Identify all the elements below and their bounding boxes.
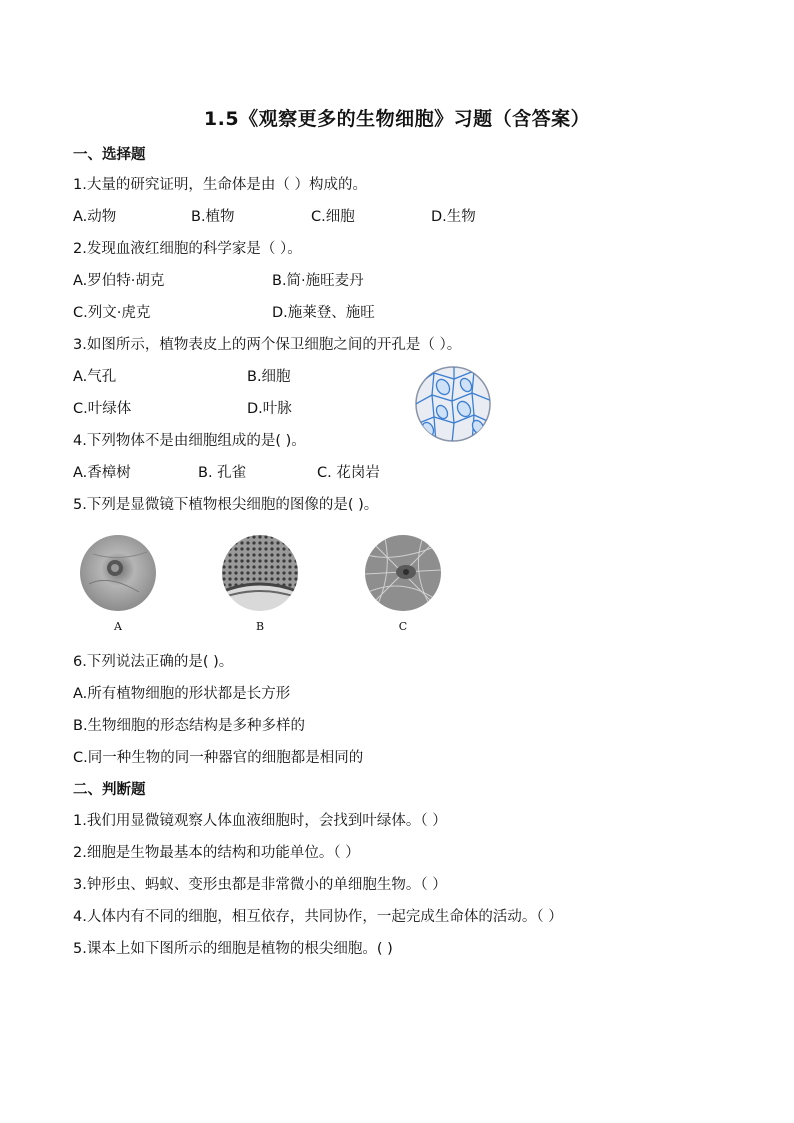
page-title: 1.5《观察更多的生物细胞》习题（含答案） bbox=[203, 108, 591, 130]
q2-option-a: A.罗伯特·胡克 bbox=[73, 273, 165, 289]
stomata-micrograph-image bbox=[414, 365, 492, 443]
q4-option-c: C. 花岗岩 bbox=[317, 465, 380, 481]
q4-option-a: A.香樟树 bbox=[73, 465, 131, 481]
judge-question-4: 4.人体内有不同的细胞，相互依存，共同协作，一起完成生命体的活动。（ ） bbox=[73, 909, 563, 925]
q1-option-c: C.细胞 bbox=[311, 209, 355, 225]
q3-option-c: C.叶绿体 bbox=[73, 401, 132, 417]
micrograph-c-image bbox=[364, 534, 442, 612]
q3-option-a: A.气孔 bbox=[73, 369, 117, 385]
q2-option-b: B.简·施旺麦丹 bbox=[272, 273, 364, 289]
judge-question-2: 2.细胞是生物最基本的结构和功能单位。（ ） bbox=[73, 845, 360, 861]
micrograph-c-label: C bbox=[398, 620, 408, 633]
q6-option-b: B.生物细胞的形态结构是多种多样的 bbox=[73, 718, 306, 734]
question-4: 4.下列物体不是由细胞组成的是( )。 bbox=[73, 433, 306, 449]
q2-option-d: D.施莱登、施旺 bbox=[272, 305, 375, 321]
section-heading-judge: 二、判断题 bbox=[73, 782, 146, 798]
micrograph-a-label: A bbox=[114, 620, 122, 633]
judge-question-3: 3.钟形虫、蚂蚁、变形虫都是非常微小的单细胞生物。（ ） bbox=[73, 877, 447, 893]
q4-option-b: B. 孔雀 bbox=[198, 465, 247, 481]
question-2: 2.发现血液红细胞的科学家是（ ）。 bbox=[73, 241, 302, 257]
q3-option-d: D.叶脉 bbox=[247, 401, 292, 417]
micrograph-a-image bbox=[79, 534, 157, 612]
question-5: 5.下列是显微镜下植物根尖细胞的图像的是( )。 bbox=[73, 497, 379, 513]
q1-option-b: B.植物 bbox=[191, 209, 235, 225]
judge-question-1: 1.我们用显微镜观察人体血液细胞时，会找到叶绿体。（ ） bbox=[73, 813, 447, 829]
question-1: 1.大量的研究证明，生命体是由（ ）构成的。 bbox=[73, 177, 367, 193]
q1-option-d: D.生物 bbox=[431, 209, 476, 225]
judge-question-5: 5.课本上如下图所示的细胞是植物的根尖细胞。( ) bbox=[73, 941, 393, 957]
q6-option-a: A.所有植物细胞的形状都是长方形 bbox=[73, 686, 291, 702]
q6-option-c: C.同一种生物的同一种器官的细胞都是相同的 bbox=[73, 750, 364, 766]
q2-option-c: C.列文·虎克 bbox=[73, 305, 151, 321]
question-3: 3.如图所示，植物表皮上的两个保卫细胞之间的开孔是（ ）。 bbox=[73, 337, 462, 353]
micrograph-b-image bbox=[221, 534, 299, 612]
q1-option-a: A.动物 bbox=[73, 209, 117, 225]
question-6: 6.下列说法正确的是( )。 bbox=[73, 654, 234, 670]
section-heading-choice: 一、选择题 bbox=[73, 147, 146, 163]
micrograph-b-label: B bbox=[255, 620, 265, 633]
q3-option-b: B.细胞 bbox=[247, 369, 291, 385]
